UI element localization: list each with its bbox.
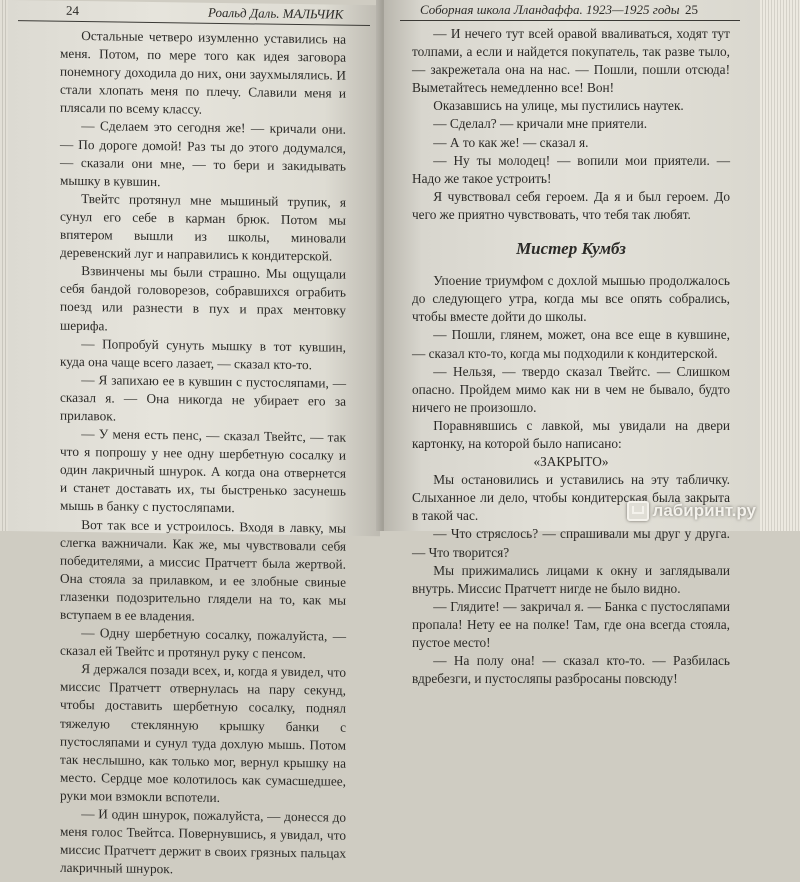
labirint-logo-icon: [627, 501, 649, 521]
section-heading: Мистер Кумбз: [516, 239, 626, 259]
paragraph: — Глядите! — закричал я. — Банка с пустосляпами пропала! Нету ее на полке! Там, где она всегда стояла, пустое место!: [412, 598, 730, 650]
paragraph: — Сделал? — кричали мне приятели.: [433, 116, 648, 132]
paragraph: Я чувствовал себя героем. Да я и был героем. До чего же приятно чувствовать, что тебя так любят.: [412, 188, 730, 222]
paragraph: Я держался позади всех, и, когда я увидел, что миссис Пратчетт отвернулась на пару секунд, чтобы доставить шербетную сосалку, поднял тяжелую стеклянную крышку банки с пустосляпами и сунул туда дохлую мышь. Потом так неслышно, как только мог, вернул крышку на место. Сердце мое колотилось как сумасшедшее, руки мои взмокли вспотели.: [60, 661, 346, 805]
left-header-title: Роальд Даль. МАЛЬЧИК: [208, 4, 344, 22]
paragraph: Мы прижимались лицами к окну и заглядывали внутрь. Миссис Пратчетт нигде не было видно.: [412, 562, 730, 596]
watermark-text: лабиринт.ру: [652, 501, 756, 520]
watermark: [627, 501, 756, 521]
right-page: [384, 0, 760, 687]
paragraph: — На полу она! — сказал кто-то. — Разбилась вдребезги, и пустосляпы разбросаны повсюду!: [412, 653, 730, 687]
paragraph: Оказавшись на улице, мы пустились наутек.: [433, 98, 684, 114]
left-page: [8, 0, 380, 877]
paragraph: — Нельзя, — твердо сказал Твейтс. — Слишком опасно. Пройдем мимо как ни в чем не бывало, будто ничего не произошло.: [412, 363, 730, 415]
paragraph: — Что стряслось? — спрашивали мы друг у друга. — Что творится?: [412, 526, 730, 560]
paragraph: — У меня есть пенс, — сказал Твейтс, — так что я попрошу у нее одну шербетную сосалку и один лакричный шнурок. А когда она отвернется и станет доставать их, ты быстренько засунешь мышь в банку с пустосляпами.: [60, 426, 346, 516]
paragraph: — И один шнурок, пожалуйста, — донесся до меня голос Твейтса. Повернувшись, я увидал, что миссис Пратчетт держит в своих грязных пальцах лакричный шнурок.: [60, 806, 346, 877]
paragraph: Упоение триумфом с дохлой мышью продолжалось до следующего утра, когда мы все опять собрались, чтобы вместе дойти до школы.: [412, 273, 730, 325]
right-page-edges: [760, 0, 800, 531]
right-page-number: 25: [685, 2, 698, 17]
paragraph: Взвинчены мы были страшно. Мы ощущали себя бандой головорезов, собравшихся ограбить поезд или разнести в пух и прах ментовку шерифа.: [60, 263, 346, 333]
paragraph: — Я запихаю ее в кувшин с пустосляпами, — сказал я. — Она никогда не убирает его за прилавок.: [60, 371, 346, 424]
paragraph: Вот так все и устроилось. Входя в лавку, мы слегка важничали. Как же, мы чувствовали себя победителями, а миссис Пратчетт была жертвой. Она стояла за прилавком, и ее злобные свиные глазенки подозрительно глядели на то, как мы вступаем в ее владения.: [60, 516, 346, 624]
left-page-text: [8, 21, 380, 882]
paragraph: Мы остановились и уставились на эту табличку. Слыханное ли дело, чтобы кондитерская была закрыта в такой час.: [412, 472, 730, 524]
paragraph: — Одну шербетную сосалку, пожалуйста, — сказал ей Твейтс и протянул руку с пенсом.: [60, 625, 346, 662]
paragraph: — Попробуй сунуть мышку в тот кувшин, куда она чаще всего лазает, — сказал кто-то.: [60, 335, 346, 372]
paragraph: Остальные четверо изумленно уставились на меня. Потом, по мере того как идея заговора понемногу доходила до них, они заухмылялись. И стали хлопать меня по плечу. Славили меня и плясали по всему классу.: [60, 28, 346, 118]
paragraph: Поравнявшись с лавкой, мы увидали на двери картонку, на которой было написано:: [412, 417, 730, 451]
paragraph: — Сделаем это сегодня же! — кричали они. — По дороге домой! Раз ты до этого додумался, — сказали они мне, — то бери и закидывать мышку в кувшин.: [60, 118, 346, 189]
right-running-header: [400, 0, 740, 21]
paragraph: — А то как же! — сказал я.: [433, 134, 589, 150]
paragraph: — Ну ты молодец! — вопили мои приятели. — Надо же такое устроить!: [412, 152, 730, 186]
right-page-text: [384, 21, 760, 688]
paragraph: — Пошли, глянем, может, она все еще в кувшине, — сказал кто-то, когда мы подходили к кондитерской.: [412, 327, 730, 361]
left-page-number: 24: [66, 2, 79, 18]
paragraph: Твейтс протянул мне мышиный трупик, я сунул его себе в карман брюк. Потом мы впятером вышли из школы, миновали деревенский луг и направились к кондитерской.: [60, 190, 346, 264]
right-header-title: Соборная школа Лландаффа. 1923—1925 годы: [420, 2, 680, 17]
paragraph: — И нечего тут всей оравой вваливаться, ходят тут толпами, а если и найдется покупатель, так разве тыло, — закрежетала она на нас. — Пошли, пошли отсюда! Выметайтесь немедленно все! Вон!: [412, 26, 730, 96]
closed-sign-text: «ЗАКРЫТО»: [533, 454, 609, 470]
